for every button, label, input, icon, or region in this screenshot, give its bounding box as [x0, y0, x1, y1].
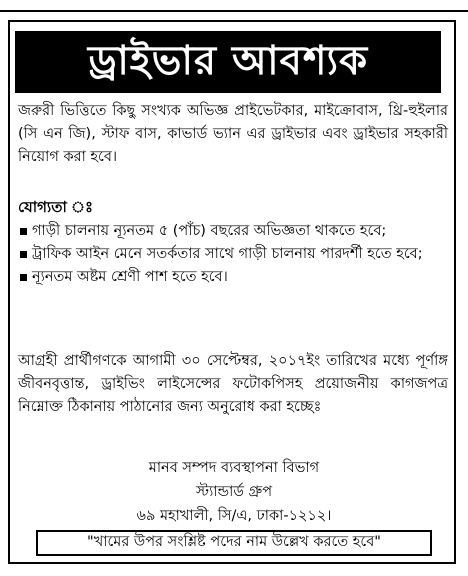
application-paragraph: আগ্রহী প্রার্থীগণকে আগামী ৩০ সেপ্টেম্বর, ২০১৭ইং তারিখের মধ্যে পূর্ণাঙ্গ জীবনবৃত্তান্ত, ড্রাইভিং লাইসেন্সের ফটোকপিসহ প্রয়োজনীয় কাগজপত্র নিম্নোক্ত ঠিকানায় পাঠানোর জন্য অনুরোধ করা হচ্ছেঃ: [18, 353, 448, 415]
list-item: ট্রাফিক আইন মেনে সতর্কতার সাথে গাড়ী চালনায় পারদর্শী হতে হবে;: [18, 243, 448, 266]
address-block: [0, 456, 468, 528]
list-item: গাড়ী চালনায় ন্যূনতম ৫ (পাঁচ) বছরের অভিজ্ঞতা থাকতে হবে;: [18, 220, 448, 243]
address-street: ৬৯ মহাখালী, সি/এ, ঢাকা-১২১২।: [136, 508, 332, 524]
address-company: স্ট্যান্ডার্ড গ্রুপ: [195, 484, 273, 500]
address-department: মানব সম্পদ ব্যবস্থাপনা বিভাগ: [148, 460, 320, 476]
envelope-note: "খামের উপর সংশ্লিষ্ট পদের নাম উল্লেখ করতে হবে": [87, 534, 381, 550]
envelope-note-box: [36, 530, 432, 556]
qualification-list: [18, 220, 448, 289]
top-border-strip: [0, 0, 468, 12]
ad-title: ড্রাইভার আবশ্যক: [87, 37, 369, 84]
qualification-heading: যোগ্যতা ঃ: [18, 198, 94, 216]
list-item: ন্যূনতম অষ্টম শ্রেণী পাশ হতে হবে।: [18, 266, 448, 289]
intro-paragraph: জরুরী ভিত্তিতে কিছু সংখ্যক অভিজ্ঞ প্রাইভেটকার, মাইক্রোবাস, থ্রি-হুইলার (সি এন জি), স্টাফ বাস, কাভার্ড ভ্যান এর ড্রাইভার এবং ড্রাইভার সহকারী নিয়োগ করা হবে।: [18, 103, 448, 165]
ad-title-banner: [15, 31, 441, 93]
